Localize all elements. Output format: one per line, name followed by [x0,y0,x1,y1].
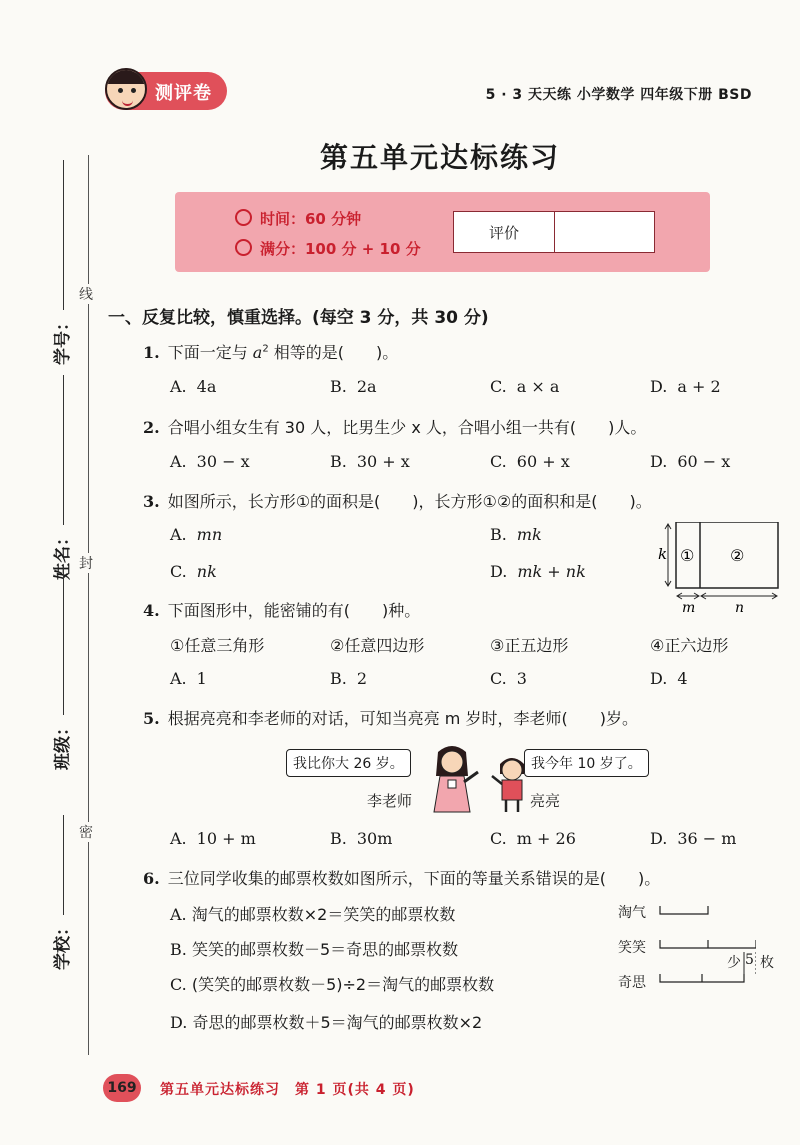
question-3: 3. 如图所示，长方形①的面积是( )，长方形①②的面积和是( )。 [143,492,652,511]
logo-text: 测评卷 [155,83,212,104]
q3-option-a[interactable]: A. mn [170,525,223,544]
stamp-name-qisi: 奇思 [618,975,646,991]
binding-mark-secret: 密 [79,822,93,842]
q4-shape-1: ①任意三角形 [170,636,265,655]
label-k: k [658,545,668,563]
label-rect-1: ① [680,546,695,565]
teacher-speech-bubble: 我比你大 26 岁。 [286,749,411,777]
footer-text: 第五单元达标练习 第 1 页(共 4 页) [160,1082,415,1098]
evaluation-input[interactable] [555,212,654,252]
q1-option-d[interactable]: D. a + 2 [650,377,721,396]
less-unit: 枚 [760,955,774,971]
q4-option-c[interactable]: C. 3 [490,669,527,688]
page-title: 第五单元达标练习 [319,141,560,174]
label-rect-2: ② [730,546,745,565]
student-label: 亮亮 [530,792,561,810]
q3-option-d[interactable]: D. mk + nk [490,562,586,581]
evaluation-table [453,211,655,253]
teacher-label: 李老师 [367,792,413,810]
stamp-name-xiaoxiao: 笑笑 [618,940,646,956]
question-4: 4. 下面图形中，能密铺的有( )种。 [143,601,421,620]
question-6: 6. 三位同学收集的邮票枚数如图所示，下面的等量关系错误的是( )。 [143,869,661,888]
section-title: 一、反复比较，慎重选择。(每空 3 分，共 30 分) [108,308,489,328]
question-5: 5. 根据亮亮和李老师的对话，可知当亮亮 m 岁时，李老师( )岁。 [143,709,638,728]
question-1: 1. 下面一定与 $a^2$ 相等的是( )。 [143,343,399,362]
rectangle-diagram [658,522,780,614]
q2-option-a[interactable]: A. 30 − x [170,452,250,471]
question-2: 2. 合唱小组女生有 30 人，比男生少 x 人，合唱小组一共有( )人。 [143,418,647,437]
q5-option-a[interactable]: A. 10 + m [170,829,256,848]
q4-shape-4: ④正六边形 [650,636,729,655]
q5-option-c[interactable]: C. m + 26 [490,829,576,848]
binding-mark-seal: 封 [79,553,93,573]
q3-option-b[interactable]: B. mk [490,525,542,544]
q6-option-d[interactable]: D. 奇思的邮票枚数＋5＝淘气的邮票枚数×2 [170,1013,483,1032]
clock-icon [235,209,252,226]
name-field[interactable]: 姓名： [48,375,73,580]
q5-option-b[interactable]: B. 30m [330,829,393,848]
label-n: n [735,600,745,614]
q2-option-b[interactable]: B. 30 + x [330,452,410,471]
q1-option-c[interactable]: C. a × a [490,377,560,396]
stamp-name-taoqi: 淘气 [618,905,646,921]
time-info: 时间：60 分钟 [235,208,361,229]
q3-option-c[interactable]: C. nk [170,562,217,581]
less-label: 少 [727,955,741,971]
binding-mark-line: 线 [79,284,93,304]
q6-option-a[interactable]: A. 淘气的邮票枚数×2＝笑笑的邮票枚数 [170,905,456,924]
series-info: 5 · 3 天天练 小学数学 四年级下册 BSD [485,87,752,103]
stamp-bar-diagram [656,900,756,992]
q4-shape-3: ③正五边形 [490,636,569,655]
q4-shape-2: ②任意四边形 [330,636,425,655]
teacher-figure-icon [420,742,484,818]
page-number-badge: 169 [103,1074,141,1102]
student-id-field[interactable]: 学号： [48,160,73,365]
q6-option-b[interactable]: B. 笑笑的邮票枚数－5＝奇思的邮票枚数 [170,940,459,959]
q1-option-b[interactable]: B. 2a [330,377,377,396]
q1-option-a[interactable]: A. 4a [170,377,217,396]
q4-option-d[interactable]: D. 4 [650,669,688,688]
evaluation-label: 评价 [454,212,555,252]
less-number: 5 [745,952,754,968]
check-icon [235,239,252,256]
student-figure-icon [490,752,534,814]
score-info: 满分：100 分 + 10 分 [235,238,421,259]
student-speech-bubble: 我今年 10 岁了。 [524,749,649,777]
class-field[interactable]: 班级： [48,565,73,770]
q6-option-c[interactable]: C. (笑笑的邮票枚数－5)÷2＝淘气的邮票枚数 [170,975,495,994]
q5-option-d[interactable]: D. 36 − m [650,829,737,848]
q4-option-a[interactable]: A. 1 [170,669,207,688]
test-logo [105,72,227,110]
q2-option-d[interactable]: D. 60 − x [650,452,731,471]
q4-option-b[interactable]: B. 2 [330,669,368,688]
mascot-face-icon [105,68,147,110]
school-field[interactable]: 学校： [48,815,73,970]
label-m: m [682,600,696,614]
info-box [175,192,710,272]
q2-option-c[interactable]: C. 60 + x [490,452,570,471]
